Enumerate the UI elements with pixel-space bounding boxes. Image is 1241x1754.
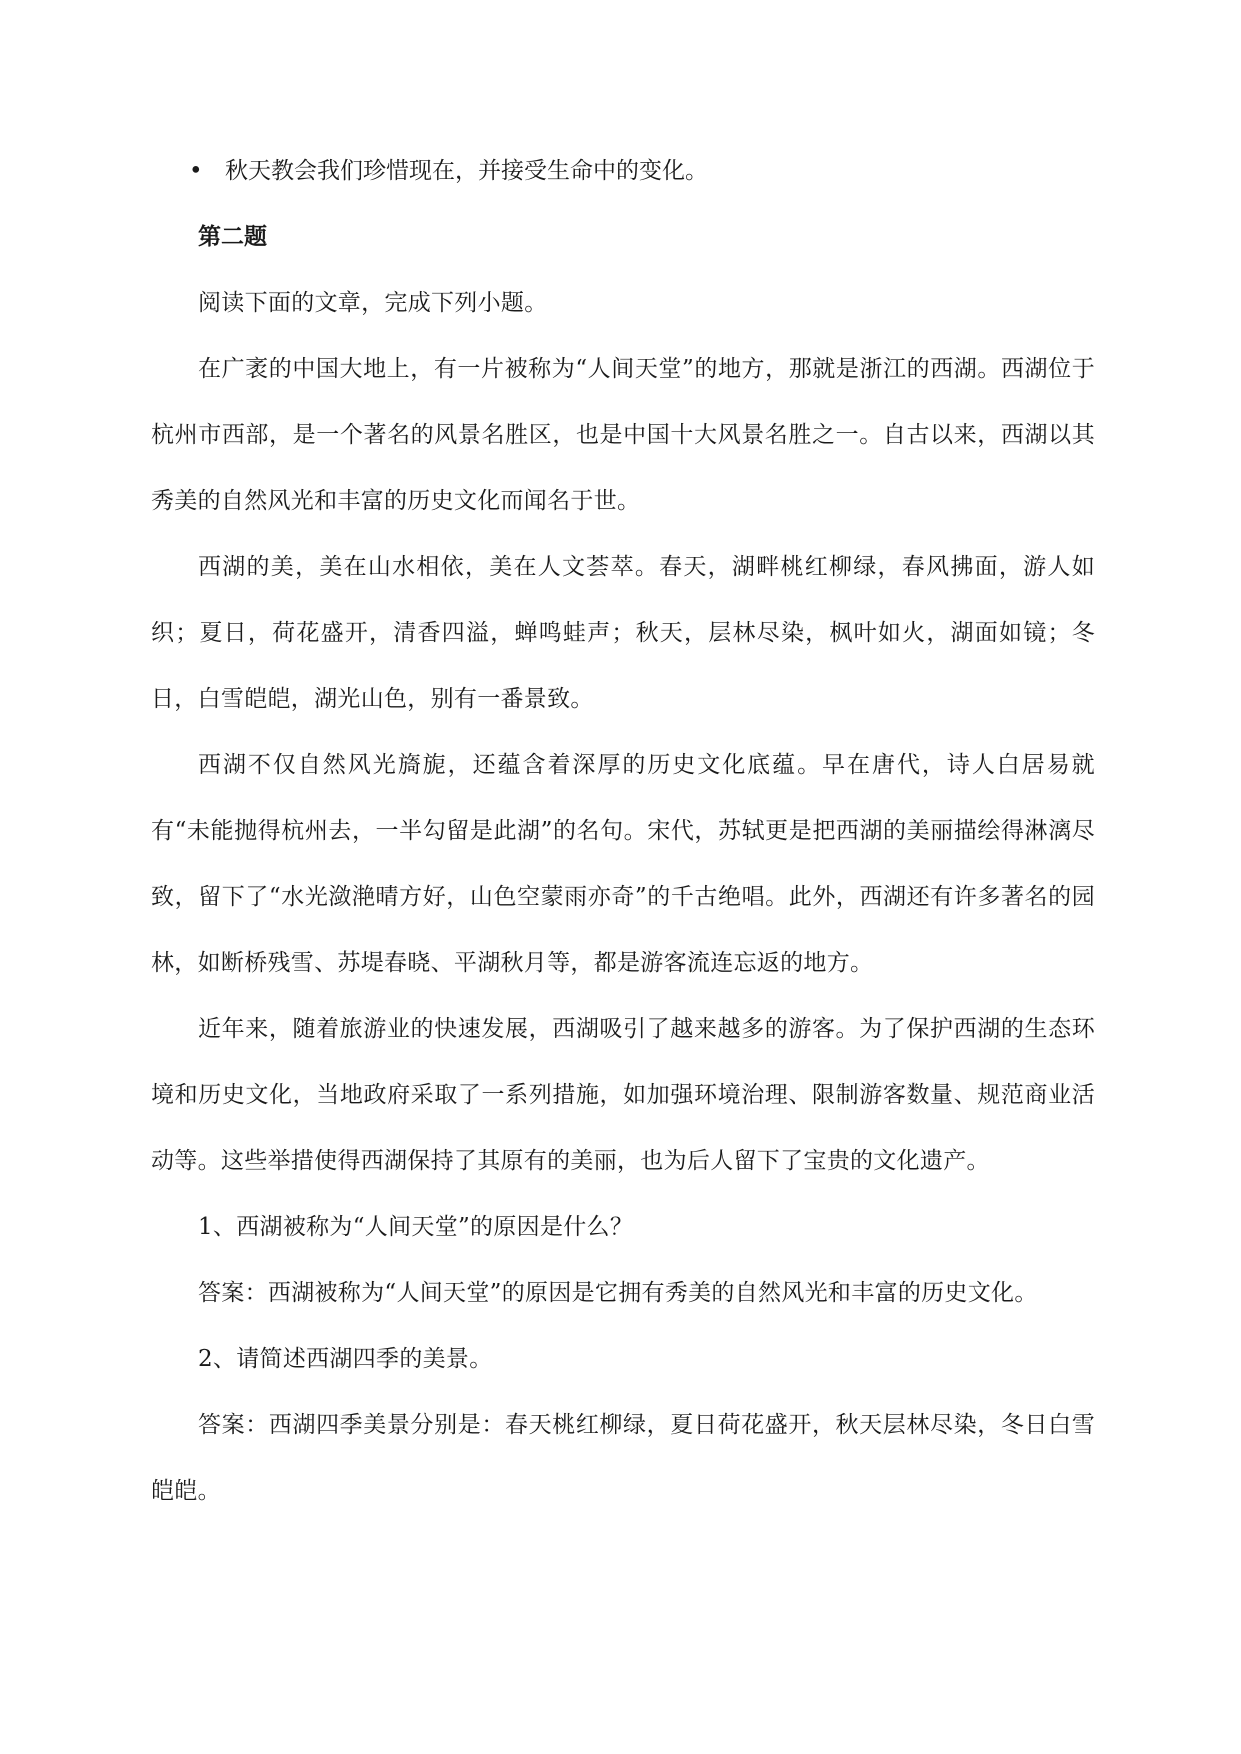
section-heading: 第二题 — [198, 223, 267, 250]
answer-2: 答案：西湖四季美景分别是：春天桃红柳绿，夏日荷花盛开，秋天层林尽染，冬日白雪皑皑。 — [151, 1412, 1095, 1504]
passage-paragraph-3: 西湖不仅自然风光旖旎，还蕴含着深厚的历史文化底蕴。早在唐代，诗人白居易就有“未能抛得杭州去，一半勾留是此湖”的名句。宋代，苏轼更是把西湖的美丽描绘得淋漓尽致，留下了“水光潋滟晴方好，山色空蒙雨亦奇”的千古绝唱。此外，西湖还有许多著名的园林，如断桥残雪、苏堤春晓、平湖秋月等，都是游客流连忘返的地方。 — [151, 752, 1095, 976]
instruction-text: 阅读下面的文章，完成下列小题。 — [198, 290, 548, 316]
bullet-text: 秋天教会我们珍惜现在，并接受生命中的变化。 — [225, 158, 708, 184]
passage-paragraph-2: 西湖的美，美在山水相依，美在人文荟萃。春天，湖畔桃红柳绿，春风拂面，游人如织；夏日，荷花盛开，清香四溢，蝉鸣蛙声；秋天，层林尽染，枫叶如火，湖面如镜；冬日，白雪皑皑，湖光山色，别有一番景致。 — [151, 554, 1095, 712]
question-2: 2、请简述西湖四季的美景。 — [198, 1346, 493, 1372]
answer-1: 答案：西湖被称为“人间天堂”的原因是它拥有秀美的自然风光和丰富的历史文化。 — [198, 1280, 1038, 1306]
passage-paragraph-4: 近年来，随着旅游业的快速发展，西湖吸引了越来越多的游客。为了保护西湖的生态环境和历史文化，当地政府采取了一系列措施，如加强环境治理、限制游客数量、规范商业活动等。这些举措使得西湖保持了其原有的美丽，也为后人留下了宝贵的文化遗产。 — [151, 1016, 1095, 1174]
question-1: 1、西湖被称为“人间天堂”的原因是什么？ — [198, 1214, 634, 1240]
document-content — [151, 138, 1095, 1524]
bullet-icon: • — [189, 158, 203, 184]
passage-paragraph-1: 在广袤的中国大地上，有一片被称为“人间天堂”的地方，那就是浙江的西湖。西湖位于杭州市西部，是一个著名的风景名胜区，也是中国十大风景名胜之一。自古以来，西湖以其秀美的自然风光和丰富的历史文化而闻名于世。 — [151, 356, 1095, 514]
bullet-item — [0, 138, 1168, 204]
